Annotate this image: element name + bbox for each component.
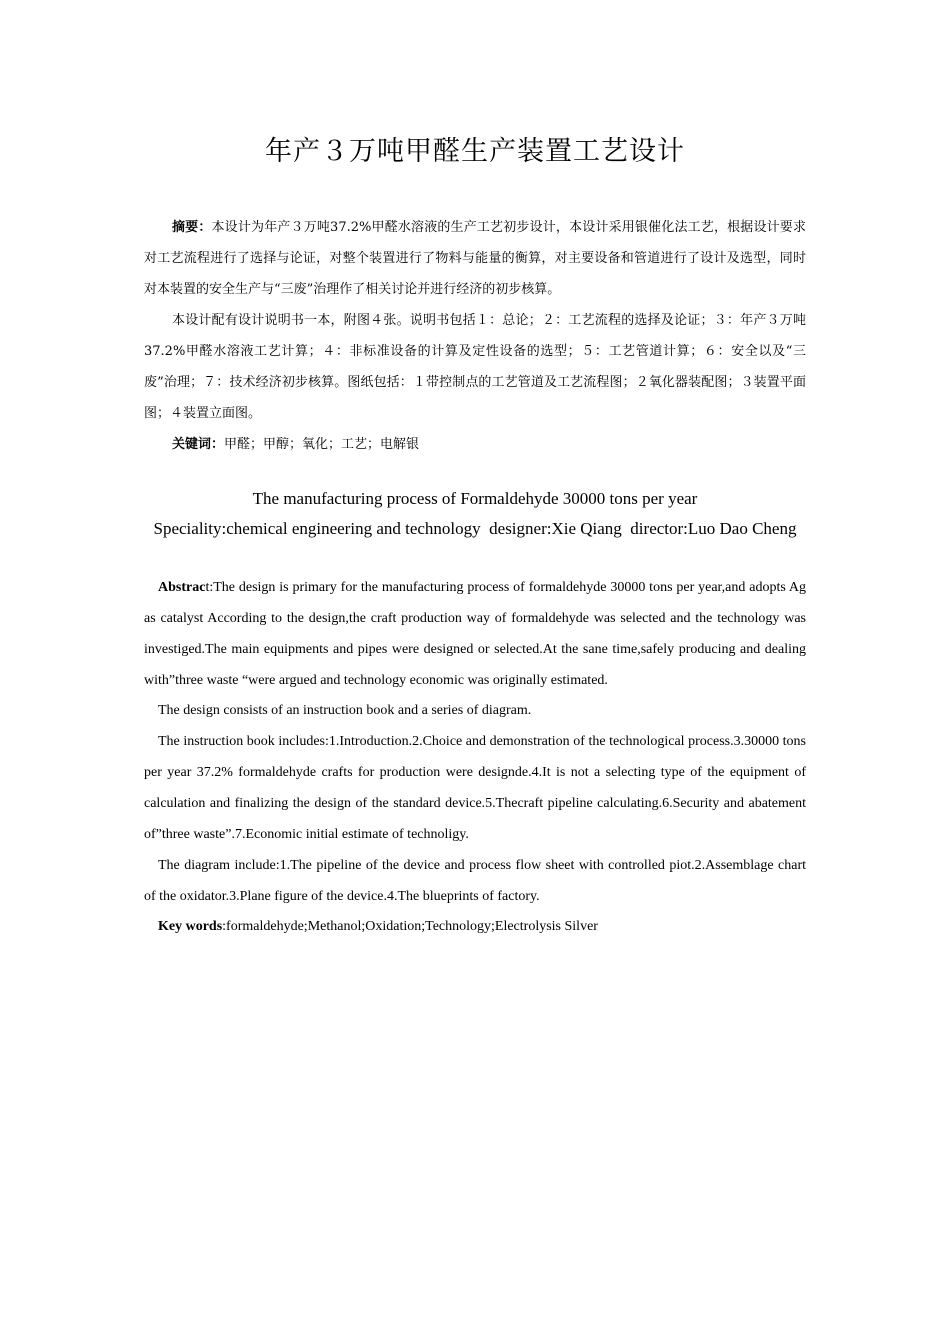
chinese-keywords-paragraph: [144, 429, 806, 460]
chinese-abstract-label: 摘要：: [172, 220, 212, 235]
english-author-line: Speciality:chemical engineering and technology designer:Xie Qiang director:Luo Dao Cheng: [153, 519, 797, 538]
english-abstract-paragraph-3: The instruction book includes:1.Introduction.2.Choice and demonstration of the technological process.3.30000 tons per year 37.2% formaldehyde crafts for production were designde.4.It is not a selecting type of the equipment of calculation and finalizing the design of the standard device.5.Thecraft pipeline calculating.6.Security and abatement of”three waste”.7.Economic initial estimate of technoligy.: [144, 734, 806, 842]
english-keywords-paragraph: [144, 912, 806, 942]
document-title: 年产３万吨甲醛生产装置工艺设计: [265, 136, 685, 167]
english-abstract-paragraph-4: The diagram include:1.The pipeline of the device and process flow sheet with controlled piot.2.Assemblage chart of the oxidator.3.Plane figure of the device.4.The blueprints of factory.: [144, 858, 806, 904]
chinese-abstract-paragraph-2: 本设计配有设计说明书一本，附图４张。说明书包括１：总论；２：工艺流程的选择及论证；３：年产３万吨37.2%甲醛水溶液工艺计算；４：非标准设备的计算及定性设备的选型；５：工艺管道计算；６：安全以及“三废”治理；７：技术经济初步核算。图纸包括：１带控制点的工艺管道及工艺流程图；２氧化器装配图；３装置平面图；４装置立面图。: [144, 313, 806, 421]
english-abstract-paragraph-2: The design consists of an instruction book and a series of diagram.: [158, 703, 532, 718]
chinese-abstract-section: [144, 212, 806, 460]
chinese-keywords-label: 关键词：: [172, 437, 225, 452]
english-keywords-label: Key words: [158, 919, 223, 934]
chinese-keywords: 甲醛；甲醇；氧化；工艺；电解银: [224, 437, 420, 452]
english-title: The manufacturing process of Formaldehyde 30000 tons per year: [252, 489, 698, 508]
chinese-abstract-paragraph: [144, 212, 806, 305]
english-keywords: :formaldehyde;Methanol;Oxidation;Technology;Electrolysis Silver: [222, 919, 598, 934]
english-abstract-label: Abstrac: [158, 580, 206, 595]
english-title-block: [0, 484, 950, 544]
english-abstract-paragraph: [144, 572, 806, 696]
chinese-abstract-text: 本设计为年产３万吨37.2%甲醛水溶液的生产工艺初步设计，本设计采用银催化法工艺，根据设计要求对工艺流程进行了选择与论证，对整个装置进行了物料与能量的衡算，对主要设备和管道进行了设计及选型，同时对本装置的安全生产与“三废”治理作了相关讨论并进行经济的初步核算。: [144, 220, 806, 297]
english-abstract-section: [144, 572, 806, 942]
english-abstract-text: :The design is primary for the manufacturing process of formaldehyde 30000 tons per year,and adopts Ag as catalyst According to the design,the craft production way of formaldehyde was selected and the technology was investiged.The main equipments and pipes were designed or selected.At the sane time,safely producing and dealing with”three waste “were argued and technology economic was originally estimated.: [144, 580, 806, 688]
english-abstract-label-rest: t: [205, 580, 210, 595]
